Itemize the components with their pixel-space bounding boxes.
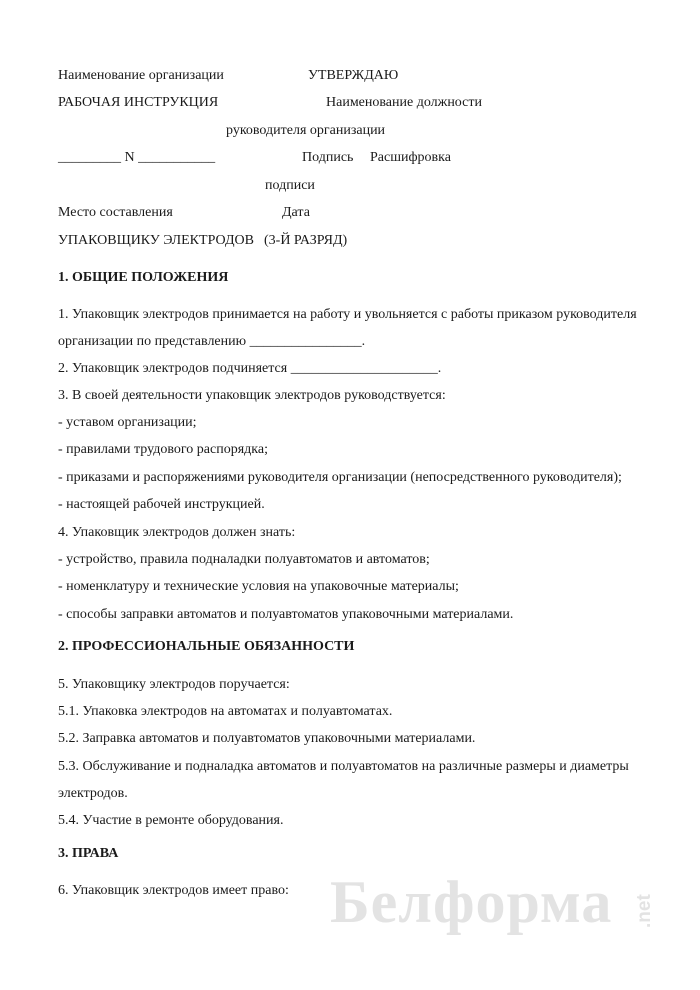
paragraph-3: 3. В своей деятельности упаковщик электродов руководствуется: [58, 388, 446, 403]
paragraph-5-3-line2: электродов. [58, 786, 128, 801]
org-name-label: Наименование организации [58, 68, 224, 83]
paragraph-6: 6. Упаковщик электродов имеет право: [58, 883, 289, 898]
number-line: _________ N ___________ [58, 150, 216, 165]
decoding-label: Расшифровка [370, 150, 451, 165]
job-title: УПАКОВЩИКУ ЭЛЕКТРОДОВ [58, 233, 254, 248]
list-item: - приказами и распоряжениями руководителя организации (непосредственного руководителя); [58, 470, 622, 485]
section3-heading: 3. ПРАВА [58, 846, 119, 861]
position-name-label: Наименование должности [326, 95, 482, 110]
paragraph-4: 4. Упаковщик электродов должен знать: [58, 525, 296, 540]
date-label: Дата [282, 205, 310, 220]
paragraph-5: 5. Упаковщику электродов поручается: [58, 677, 290, 692]
watermark-logo: Белформа [330, 869, 613, 935]
list-item: - номенклатуру и технические условия на упаковочные материалы; [58, 579, 459, 594]
signature-label: Подпись [302, 150, 354, 165]
doc-type-label: РАБОЧАЯ ИНСТРУКЦИЯ [58, 95, 219, 110]
section1-heading: 1. ОБЩИЕ ПОЛОЖЕНИЯ [58, 270, 229, 285]
approve-label: УТВЕРЖДАЮ [308, 68, 399, 83]
list-item: - способы заправки автоматов и полуавтоматов упаковочными материалами. [58, 607, 514, 622]
section2-heading: 2. ПРОФЕССИОНАЛЬНЫЕ ОБЯЗАННОСТИ [58, 639, 355, 654]
watermark-suffix: .net [634, 894, 655, 928]
head-of-org-label: руководителя организации [226, 123, 386, 138]
paragraph-5-4: 5.4. Участие в ремонте оборудования. [58, 813, 284, 828]
paragraph-5-1: 5.1. Упаковка электродов на автоматах и полуавтоматах. [58, 704, 393, 719]
place-label: Место составления [58, 205, 173, 220]
list-item: - правилами трудового распорядка; [58, 442, 268, 457]
signature-cont-label: подписи [265, 178, 315, 193]
list-item: - настоящей рабочей инструкцией. [58, 497, 265, 512]
paragraph-1-line2: организации по представлению ________________. [58, 334, 366, 349]
grade-label: (3-Й РАЗРЯД) [264, 233, 348, 248]
paragraph-5-3-line1: 5.3. Обслуживание и подналадка автоматов и полуавтоматов на различные размеры и диаметры [58, 759, 629, 774]
paragraph-5-2: 5.2. Заправка автоматов и полуавтоматов упаковочными материалами. [58, 731, 476, 746]
list-item: - устройство, правила подналадки полуавтоматов и автоматов; [58, 552, 430, 567]
paragraph-2: 2. Упаковщик электродов подчиняется _____________________. [58, 361, 442, 376]
paragraph-1-line1: 1. Упаковщик электродов принимается на работу и увольняется с работы приказом руководителя [58, 307, 637, 322]
list-item: - уставом организации; [58, 415, 197, 430]
